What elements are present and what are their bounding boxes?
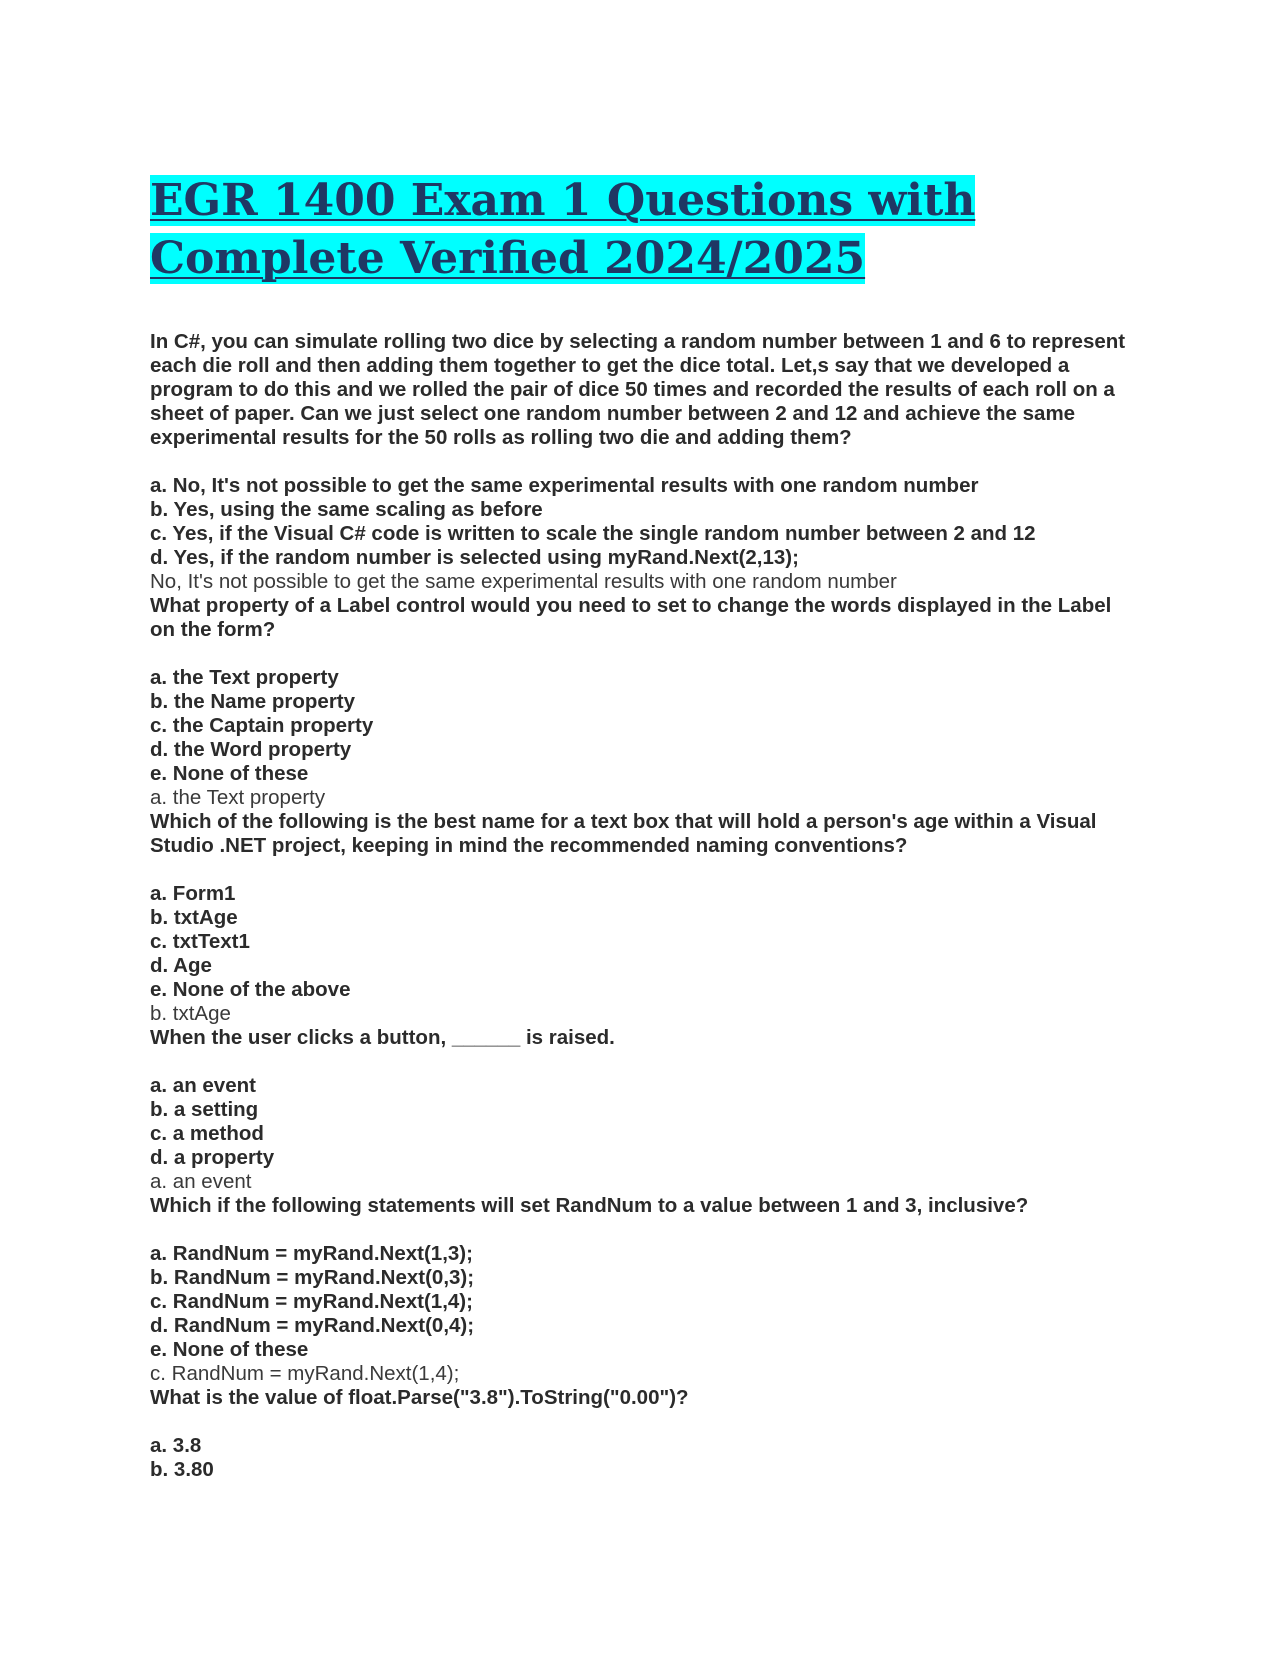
option: b. the Name property bbox=[150, 690, 356, 713]
title-line-1: EGR 1400 Exam 1 Questions with bbox=[150, 175, 976, 226]
question-block bbox=[150, 594, 1130, 810]
option-list bbox=[150, 1074, 1130, 1170]
option-list bbox=[150, 1242, 1130, 1362]
option: b. Yes, using the same scaling as before bbox=[150, 498, 543, 521]
title-line-2: Complete Verified 2024/2025 bbox=[150, 233, 866, 284]
question-block bbox=[150, 810, 1130, 1026]
option: c. Yes, if the Visual C# code is written to scale the single random number between 2 and 12 bbox=[150, 522, 1036, 545]
option: a. RandNum = myRand.Next(1,3); bbox=[150, 1242, 473, 1265]
option: d. Yes, if the random number is selected using myRand.Next(2,13); bbox=[150, 546, 799, 569]
option: d. the Word property bbox=[150, 738, 352, 761]
question-text: What property of a Label control would you need to set to change the words displayed in the Label on the form? bbox=[150, 594, 1112, 641]
question-text: Which of the following is the best name for a text box that will hold a person's age within a Visual Studio .NET project, keeping in mind the recommended naming conventions? bbox=[150, 810, 1097, 857]
document-page bbox=[150, 172, 1130, 1482]
option: c. txtText1 bbox=[150, 930, 250, 953]
question-text: What is the value of float.Parse("3.8").ToString("0.00")? bbox=[150, 1386, 689, 1409]
option: b. 3.80 bbox=[150, 1458, 214, 1481]
option: e. None of the above bbox=[150, 978, 351, 1001]
answer-text: No, It's not possible to get the same experimental results with one random number bbox=[150, 570, 897, 593]
answer-text: c. RandNum = myRand.Next(1,4); bbox=[150, 1362, 460, 1385]
question-block bbox=[150, 1026, 1130, 1194]
answer-text: b. txtAge bbox=[150, 1002, 231, 1025]
option: a. the Text property bbox=[150, 666, 339, 689]
option: e. None of these bbox=[150, 1338, 309, 1361]
option: a. an event bbox=[150, 1074, 256, 1097]
option: a. Form1 bbox=[150, 882, 236, 905]
option-list bbox=[150, 474, 1130, 570]
option: b. txtAge bbox=[150, 906, 238, 929]
question-block bbox=[150, 330, 1130, 594]
question-block bbox=[150, 1386, 1130, 1482]
answer-text: a. an event bbox=[150, 1170, 252, 1193]
option: c. RandNum = myRand.Next(1,4); bbox=[150, 1290, 473, 1313]
question-text: In C#, you can simulate rolling two dice by selecting a random number between 1 and 6 to represent each die roll and then adding them together to get the dice total. Let,s say that we developed a program to do this and we rolled the pair of dice 50 times and recorded the results of each roll on a sheet of paper. Can we just select one random number between 2 and 12 and achieve the same experimental results for the 50 rolls as rolling two die and adding them? bbox=[150, 330, 1126, 449]
question-list bbox=[150, 330, 1130, 1482]
answer-text: a. the Text property bbox=[150, 786, 326, 809]
question-text: When the user clicks a button, ______ is raised. bbox=[150, 1026, 615, 1049]
option: c. a method bbox=[150, 1122, 264, 1145]
option: d. Age bbox=[150, 954, 212, 977]
option-list bbox=[150, 1434, 1130, 1482]
document-title bbox=[150, 172, 1130, 288]
question-block bbox=[150, 1194, 1130, 1386]
option: b. RandNum = myRand.Next(0,3); bbox=[150, 1266, 475, 1289]
option: a. 3.8 bbox=[150, 1434, 202, 1457]
option: d. a property bbox=[150, 1146, 275, 1169]
question-text: Which if the following statements will set RandNum to a value between 1 and 3, inclusive? bbox=[150, 1194, 1029, 1217]
option: e. None of these bbox=[150, 762, 309, 785]
option: c. the Captain property bbox=[150, 714, 374, 737]
option-list bbox=[150, 666, 1130, 786]
option: b. a setting bbox=[150, 1098, 259, 1121]
option-list bbox=[150, 882, 1130, 1002]
option: a. No, It's not possible to get the same experimental results with one random number bbox=[150, 474, 979, 497]
option: d. RandNum = myRand.Next(0,4); bbox=[150, 1314, 475, 1337]
